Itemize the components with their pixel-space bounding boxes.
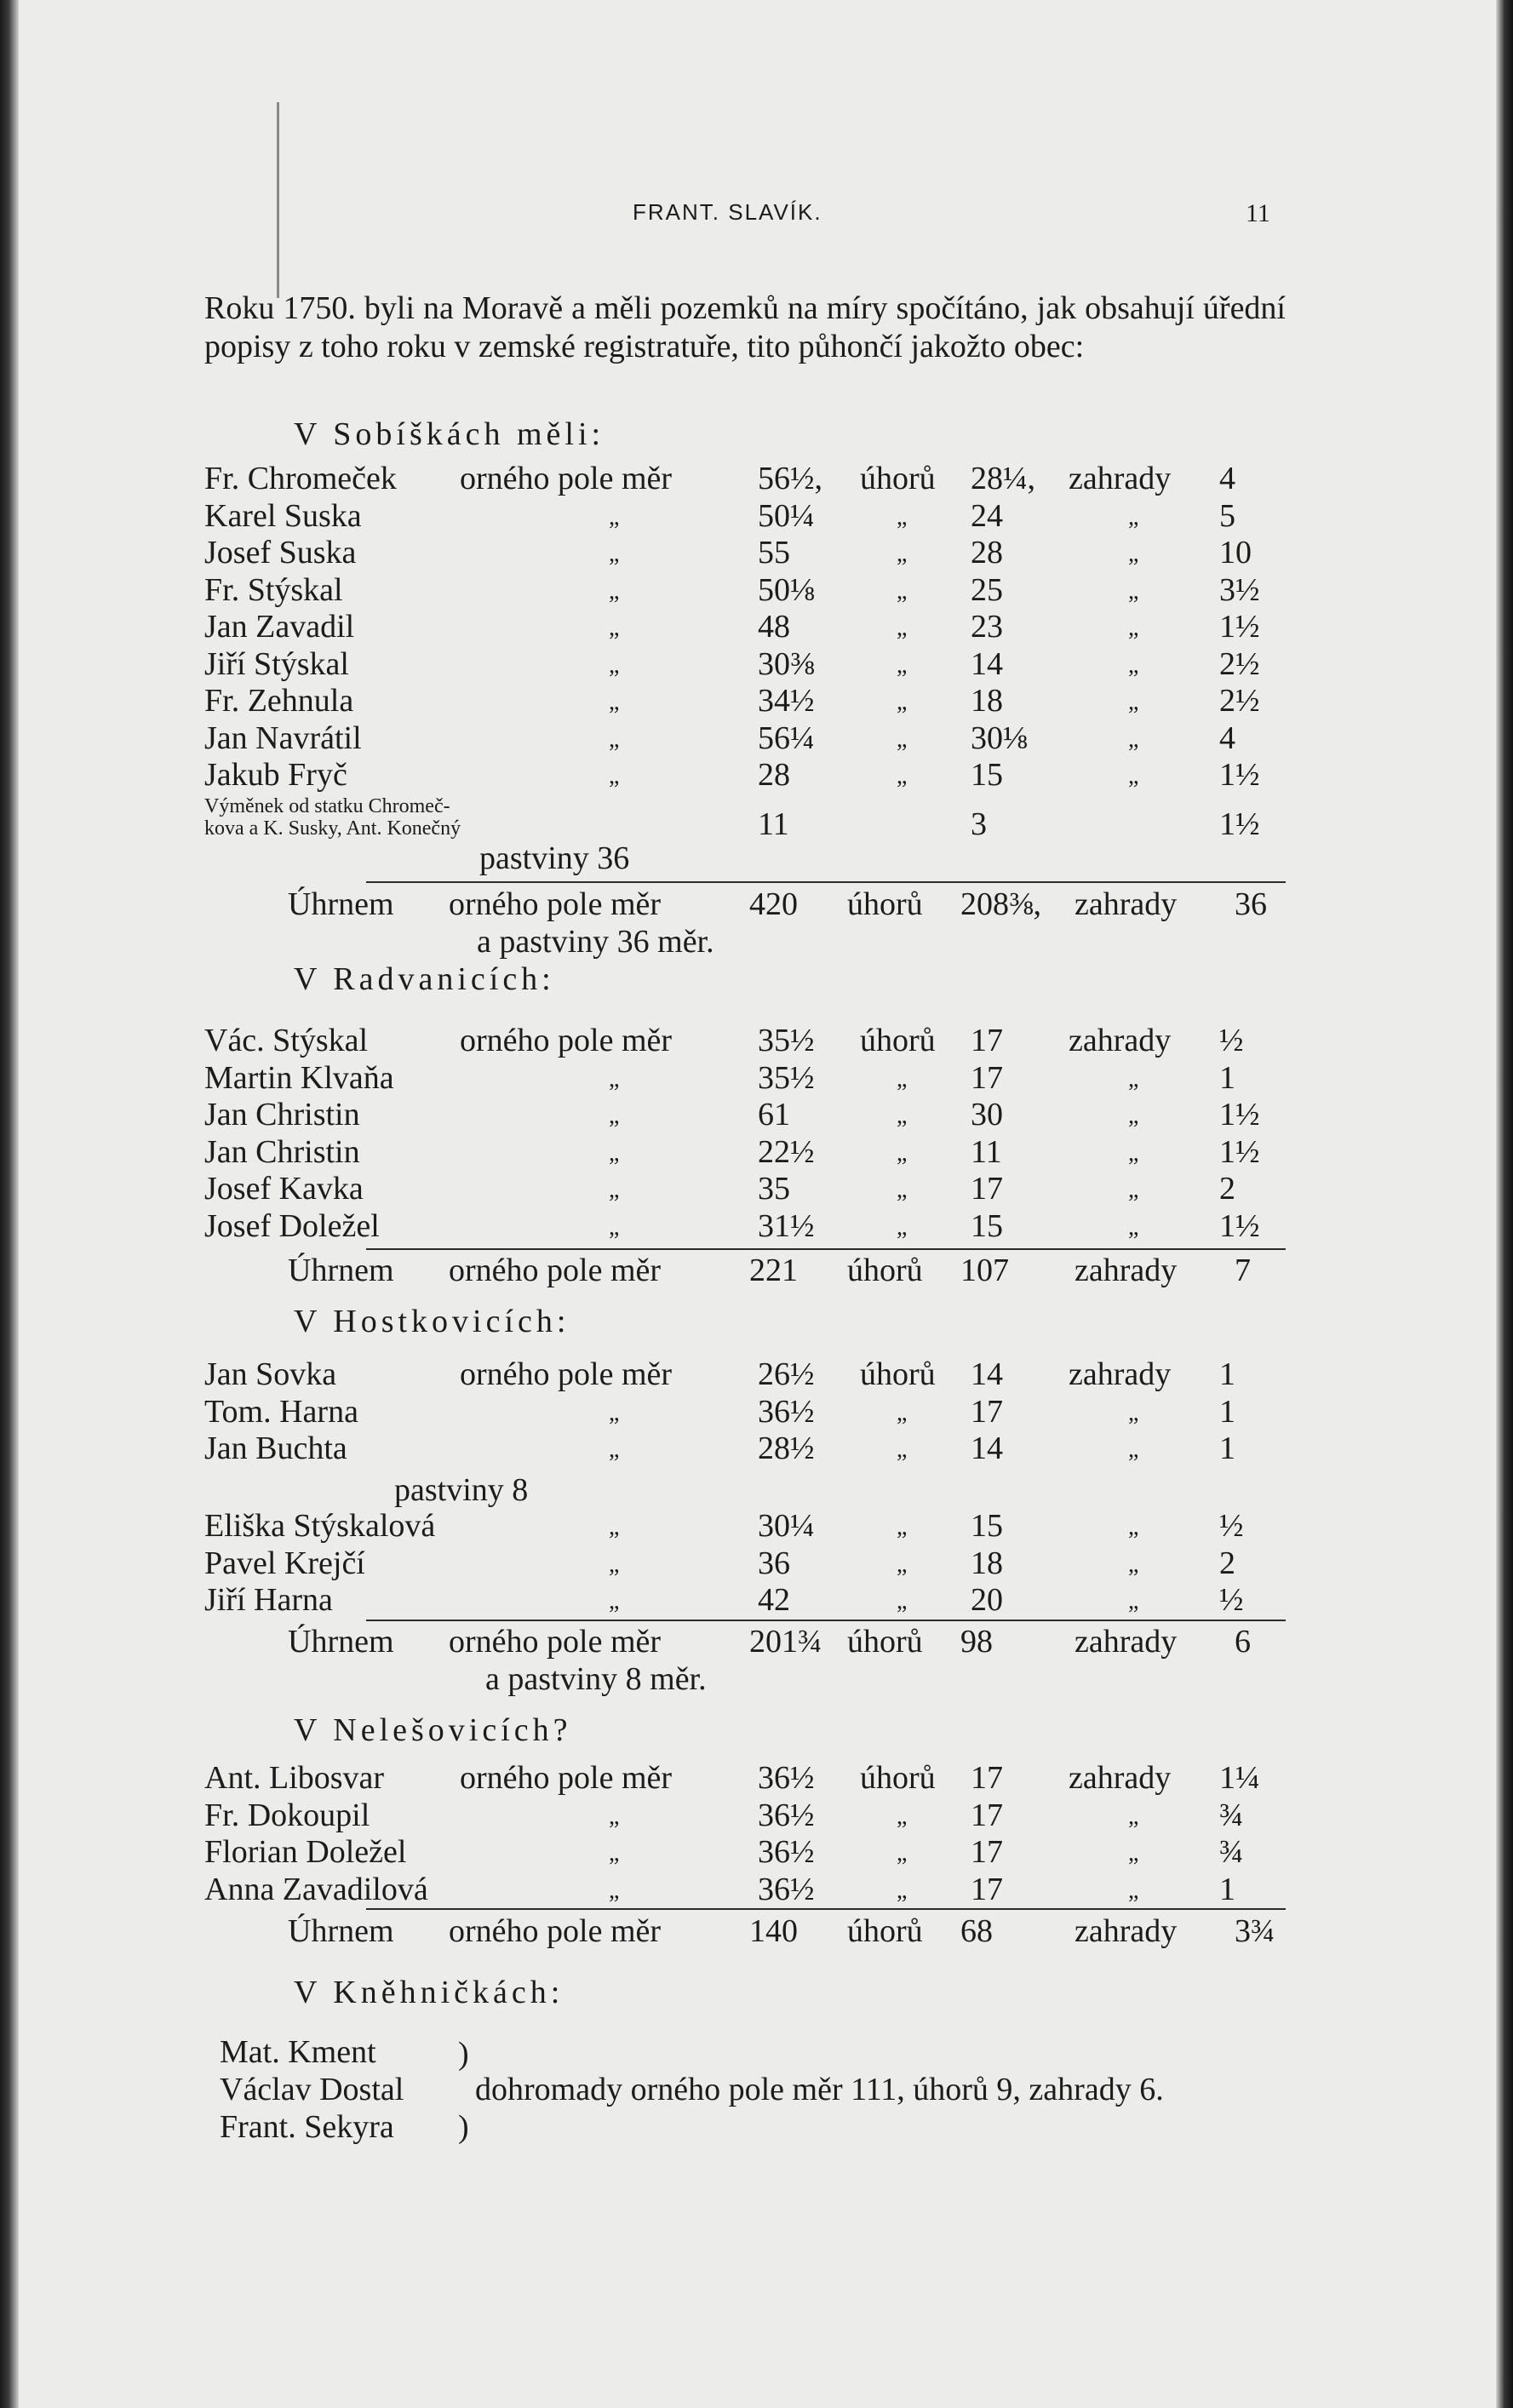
zahrady-value: ¾ (1219, 1834, 1244, 1870)
total-pole: 201¾ (749, 1624, 822, 1660)
pole-value: 36 (758, 1545, 790, 1581)
ditto-mark: „ (609, 503, 620, 530)
uhor-value: 18 (971, 683, 1003, 719)
pole-value: 36½ (758, 1797, 815, 1833)
running-header: FRANT. SLAVÍK. (633, 199, 822, 225)
row-name: Mat. Kment (220, 2034, 376, 2070)
row-name: Tom. Harna (204, 1393, 358, 1430)
ditto-mark: „ (609, 763, 620, 789)
row-name-line: kova a K. Susky, Ant. Konečný (204, 817, 461, 840)
zahrady-value: 1 (1219, 1871, 1235, 1907)
row-name: Josef Doležel (204, 1207, 380, 1244)
ditto-mark: „ (897, 1588, 908, 1614)
zahrady-value: 1¼ (1219, 1760, 1260, 1796)
ditto-mark: „ (1128, 1803, 1139, 1830)
ditto-mark: „ (897, 1436, 908, 1463)
zahrady-label: zahrady (1069, 1023, 1172, 1058)
row-name: Fr. Zehnula (204, 683, 354, 719)
row-name: Jiří Harna (204, 1582, 333, 1618)
total-pole: 140 (749, 1913, 798, 1949)
table-row (0, 1507, 1513, 1545)
pole-value: 56¼ (758, 720, 815, 756)
total-word: Úhrnem (288, 1913, 394, 1949)
row-name: Fr. Stýskal (204, 571, 343, 608)
ditto-mark: „ (609, 1588, 620, 1614)
ditto-mark: „ (897, 1065, 908, 1092)
row-name: Frant. Sekyra (220, 2109, 394, 2145)
table-row (0, 795, 1513, 846)
uhor-value: 17 (971, 1797, 1003, 1833)
ditto-mark: „ (1128, 1514, 1139, 1540)
zahrady-value: 4 (1219, 720, 1235, 756)
row-name: Josef Suska (204, 535, 357, 570)
pole-value: 26½ (758, 1356, 815, 1392)
zahrady-value: 1½ (1219, 757, 1260, 793)
table-row (0, 1207, 1513, 1245)
row-name: Anna Zavadilová (204, 1871, 428, 1907)
ditto-mark: „ (897, 1840, 908, 1866)
ditto-mark: „ (897, 1103, 908, 1129)
ditto-mark: „ (1128, 725, 1139, 753)
table-row (0, 1059, 1513, 1097)
total-zahrady: 3¾ (1235, 1913, 1275, 1949)
ditto-mark: „ (897, 1551, 908, 1578)
total-word: Úhrnem (288, 1253, 394, 1288)
pole-value: 31½ (758, 1207, 815, 1244)
ditto-mark: „ (1128, 615, 1139, 641)
uhor-label: úhorů (860, 1356, 936, 1392)
ditto-mark: „ (1128, 1551, 1139, 1578)
row-name: Eliška Stýskalová (204, 1508, 436, 1544)
row-name: Pavel Krejčí (204, 1545, 365, 1581)
zahrady-value: 4 (1219, 461, 1235, 496)
uhor-label: úhorů (860, 461, 936, 496)
table-row (0, 682, 1513, 720)
table-row (0, 460, 1513, 497)
pole-value: 30¼ (758, 1508, 815, 1544)
pole-value: 56½, (758, 461, 822, 496)
field-label: orného pole měr (460, 1760, 673, 1796)
row-name: Jan Christin (204, 1097, 360, 1132)
total-rule (366, 1248, 1286, 1250)
ditto-mark: „ (609, 1551, 620, 1578)
field-label: orného pole měr (460, 1356, 673, 1392)
row-name: Fr. Dokoupil (204, 1797, 370, 1833)
ditto-mark: „ (609, 1840, 620, 1866)
total-uhor: 107 (960, 1253, 1009, 1288)
row-name: Jan Buchta (204, 1430, 347, 1466)
table-row (0, 720, 1513, 757)
uhor-value: 17 (971, 1393, 1003, 1430)
table-row (0, 1356, 1513, 1393)
zahrady-value: 1½ (1219, 1097, 1260, 1132)
pole-value: 36½ (758, 1760, 815, 1796)
table-row (0, 534, 1513, 571)
ditto-mark: „ (1128, 577, 1139, 605)
zahrady-value: 3½ (1219, 571, 1260, 608)
row-name: Ant. Libosvar (204, 1760, 385, 1796)
total-extra: a pastviny 8 měr. (485, 1661, 707, 1697)
ditto-mark: „ (1128, 503, 1139, 530)
uhor-value: 17 (971, 1059, 1003, 1096)
ditto-mark: „ (897, 1213, 908, 1241)
table-row (0, 1545, 1513, 1582)
zahrady-value: 1 (1219, 1430, 1235, 1466)
uhor-value: 17 (971, 1171, 1003, 1207)
ditto-mark: „ (897, 651, 908, 679)
uhor-label: úhorů (860, 1760, 936, 1796)
ditto-mark: „ (1128, 1877, 1139, 1904)
section-title-radvanice: V Radvanicích: (294, 961, 555, 997)
uhor-value: 24 (971, 497, 1003, 534)
pole-value: 35 (758, 1171, 790, 1207)
ditto-mark: „ (609, 1514, 620, 1540)
uhor-value: 23 (971, 609, 1003, 645)
uhor-value: 30 (971, 1097, 1003, 1132)
pole-value: 35½ (758, 1023, 815, 1058)
total-word: Úhrnem (288, 1624, 394, 1660)
zahrady-value: ½ (1219, 1508, 1244, 1544)
total-uhor: 68 (960, 1913, 993, 1949)
together-line: dohromady orného pole měr 111, úhorů 9, zahrady 6. (475, 2072, 1164, 2107)
uhor-value: 25 (971, 571, 1003, 608)
table-row (0, 756, 1513, 794)
uhor-label: úhorů (860, 1023, 936, 1058)
pole-value: 61 (758, 1097, 790, 1132)
uhor-value: 17 (971, 1871, 1003, 1907)
ditto-mark: „ (897, 763, 908, 789)
table-row (0, 1871, 1513, 1908)
brace-mark: ) (458, 2109, 469, 2145)
zahrady-value: 1½ (1219, 806, 1260, 842)
uhor-value: 17 (971, 1760, 1003, 1796)
zahrady-value: 1 (1219, 1356, 1235, 1392)
field-label: orného pole měr (449, 1624, 662, 1660)
ditto-mark: „ (1128, 1213, 1139, 1241)
row-name: Jan Navrátil (204, 720, 362, 756)
margin-mark (277, 102, 279, 298)
row-name: Jan Sovka (204, 1356, 337, 1392)
zahrady-label: zahrady (1075, 1624, 1178, 1660)
pole-value: 35½ (758, 1059, 815, 1096)
ditto-mark: „ (1128, 1139, 1139, 1167)
table-row (0, 1393, 1513, 1430)
uhor-value: 14 (971, 645, 1003, 682)
row-name: Vác. Stýskal (204, 1023, 369, 1058)
uhor-value: 15 (971, 757, 1003, 793)
row-name: Jakub Fryč (204, 757, 347, 793)
pole-value: 30⅜ (758, 645, 815, 682)
zahrady-value: 2 (1219, 1171, 1235, 1207)
ditto-mark: „ (1128, 1399, 1139, 1426)
uhor-value: 3 (971, 806, 987, 842)
uhor-value: 14 (971, 1356, 1003, 1392)
pasture-line: pastviny 8 (394, 1472, 529, 1508)
section-title-nelesovice: V Nelešovicích? (294, 1712, 572, 1748)
ditto-mark: „ (897, 577, 908, 605)
total-zahrady: 6 (1235, 1624, 1251, 1660)
zahrady-value: ½ (1219, 1582, 1244, 1618)
ditto-mark: „ (609, 725, 620, 753)
pole-value: 42 (758, 1582, 790, 1618)
uhor-value: 20 (971, 1582, 1003, 1618)
ditto-mark: „ (1128, 1588, 1139, 1614)
page-number: 11 (1246, 199, 1270, 227)
total-row (0, 1912, 1513, 1950)
zahrady-value: 2½ (1219, 683, 1260, 719)
ditto-mark: „ (897, 1139, 908, 1167)
table-row (0, 1133, 1513, 1171)
table-row (0, 1096, 1513, 1133)
pole-value: 22½ (758, 1133, 815, 1170)
zahrady-value: ½ (1219, 1023, 1244, 1058)
table-row (0, 1170, 1513, 1207)
ditto-mark: „ (897, 503, 908, 530)
total-word: Úhrnem (288, 886, 394, 922)
total-uhor: 98 (960, 1624, 993, 1660)
uhor-value: 14 (971, 1430, 1003, 1466)
zahrady-label: zahrady (1075, 1253, 1178, 1288)
uhor-label: úhorů (847, 1624, 923, 1660)
field-label: orného pole měr (449, 1253, 662, 1288)
zahrady-value: 5 (1219, 497, 1235, 534)
intro-paragraph: Roku 1750. byli na Moravě a měli pozemků na míry spočítáno, jak obsahují úřední popisy z toho roku v zemské registratuře, tito půhončí jakožto obec: (204, 290, 1286, 364)
ditto-mark: „ (609, 689, 620, 715)
field-label: orného pole měr (460, 461, 673, 496)
total-uhor: 208⅜, (960, 886, 1041, 922)
pole-value: 36½ (758, 1834, 815, 1870)
table-row (0, 1797, 1513, 1834)
ditto-mark: „ (897, 1399, 908, 1426)
total-row (0, 1623, 1513, 1660)
uhor-value: 15 (971, 1508, 1003, 1544)
ditto-mark: „ (1128, 1436, 1139, 1463)
table-row (0, 608, 1513, 645)
ditto-mark: „ (897, 1877, 908, 1904)
pole-value: 36½ (758, 1871, 815, 1907)
ditto-mark: „ (897, 1177, 908, 1203)
uhor-value: 11 (971, 1133, 1002, 1170)
pole-value: 34½ (758, 683, 815, 719)
table-row (0, 1581, 1513, 1619)
uhor-label: úhorů (847, 886, 923, 922)
ditto-mark: „ (1128, 1840, 1139, 1866)
table-row (0, 645, 1513, 683)
row-name-line: Výměnek od statku Chromeč- (204, 795, 450, 817)
ditto-mark: „ (609, 1103, 620, 1129)
pole-value: 36½ (758, 1393, 815, 1430)
zahrady-label: zahrady (1069, 461, 1172, 496)
zahrady-value: 1½ (1219, 1207, 1260, 1244)
row-name: Jan Christin (204, 1133, 360, 1170)
table-row (0, 1022, 1513, 1059)
zahrady-label: zahrady (1075, 886, 1178, 922)
ditto-mark: „ (1128, 763, 1139, 789)
table-row (0, 1430, 1513, 1467)
total-zahrady: 36 (1235, 886, 1267, 922)
field-label: orného pole měr (449, 886, 662, 922)
row-name: Martin Klvaňa (204, 1059, 394, 1096)
ditto-mark: „ (609, 577, 620, 605)
pasture-line: pastviny 36 (479, 840, 630, 876)
row-name: Josef Kavka (204, 1171, 364, 1207)
row-name: Florian Doležel (204, 1834, 407, 1870)
zahrady-value: 2 (1219, 1545, 1235, 1581)
total-row (0, 886, 1513, 923)
row-name: Jan Zavadil (204, 609, 355, 645)
ditto-mark: „ (609, 1877, 620, 1904)
total-extra: a pastviny 36 měr. (477, 924, 714, 960)
ditto-mark: „ (1128, 1103, 1139, 1129)
ditto-mark: „ (1128, 689, 1139, 715)
ditto-mark: „ (897, 615, 908, 641)
pole-value: 50¼ (758, 497, 815, 534)
pole-value: 55 (758, 535, 790, 570)
uhor-value: 28¼, (971, 461, 1035, 496)
ditto-mark: „ (609, 651, 620, 679)
section-title-knehnicky: V Kněhničkách: (294, 1975, 565, 2010)
zahrady-value: 1½ (1219, 1133, 1260, 1170)
total-rule (366, 1620, 1286, 1621)
row-name: Václav Dostal (220, 2072, 404, 2107)
ditto-mark: „ (609, 1803, 620, 1830)
ditto-mark: „ (1128, 1177, 1139, 1203)
ditto-mark: „ (609, 1436, 620, 1463)
brace-mark: ) (458, 2036, 469, 2072)
ditto-mark: „ (897, 541, 908, 567)
ditto-mark: „ (609, 1177, 620, 1203)
ditto-mark: „ (609, 1399, 620, 1426)
ditto-mark: „ (1128, 541, 1139, 567)
zahrady-label: zahrady (1075, 1913, 1178, 1949)
zahrady-label: zahrady (1069, 1760, 1172, 1796)
pole-value: 28 (758, 757, 790, 793)
uhor-value: 30⅛ (971, 720, 1028, 756)
pole-value: 28½ (758, 1430, 815, 1466)
table-row (0, 1833, 1513, 1871)
zahrady-label: zahrady (1069, 1356, 1172, 1392)
ditto-mark: „ (897, 689, 908, 715)
total-pole: 420 (749, 886, 798, 922)
zahrady-value: 1 (1219, 1059, 1235, 1096)
ditto-mark: „ (609, 1213, 620, 1241)
ditto-mark: „ (897, 1803, 908, 1830)
zahrady-value: 2½ (1219, 645, 1260, 682)
ditto-mark: „ (609, 1065, 620, 1092)
section-title-sobisky: V Sobíškách měli: (294, 416, 605, 452)
ditto-mark: „ (1128, 1065, 1139, 1092)
uhor-label: úhorů (847, 1913, 923, 1949)
row-name: Jiří Stýskal (204, 645, 349, 682)
zahrady-value: 1½ (1219, 609, 1260, 645)
total-zahrady: 7 (1235, 1253, 1251, 1288)
row-name: Fr. Chromeček (204, 461, 397, 496)
row-name: Karel Suska (204, 497, 362, 534)
uhor-label: úhorů (847, 1253, 923, 1288)
uhor-value: 17 (971, 1834, 1003, 1870)
total-pole: 221 (749, 1253, 798, 1288)
ditto-mark: „ (609, 615, 620, 641)
ditto-mark: „ (609, 1139, 620, 1167)
ditto-mark: „ (897, 1514, 908, 1540)
table-row (0, 1759, 1513, 1797)
ditto-mark: „ (1128, 651, 1139, 679)
section-title-hostkovice: V Hostkovicích: (294, 1304, 570, 1339)
table-row (0, 571, 1513, 609)
total-row (0, 1252, 1513, 1289)
ditto-mark: „ (609, 541, 620, 567)
field-label: orného pole měr (460, 1023, 673, 1058)
zahrady-value: 10 (1219, 535, 1252, 570)
total-rule (366, 1908, 1286, 1910)
uhor-value: 17 (971, 1023, 1003, 1058)
ditto-mark: „ (897, 725, 908, 753)
zahrady-value: ¾ (1219, 1797, 1244, 1833)
pole-value: 50⅛ (758, 571, 815, 608)
row-name (204, 795, 461, 840)
field-label: orného pole měr (449, 1913, 662, 1949)
table-row (0, 497, 1513, 535)
uhor-value: 15 (971, 1207, 1003, 1244)
pole-value: 11 (758, 806, 789, 842)
zahrady-value: 1 (1219, 1393, 1235, 1430)
total-rule (366, 881, 1286, 883)
uhor-value: 28 (971, 535, 1003, 570)
uhor-value: 18 (971, 1545, 1003, 1581)
pole-value: 48 (758, 609, 790, 645)
